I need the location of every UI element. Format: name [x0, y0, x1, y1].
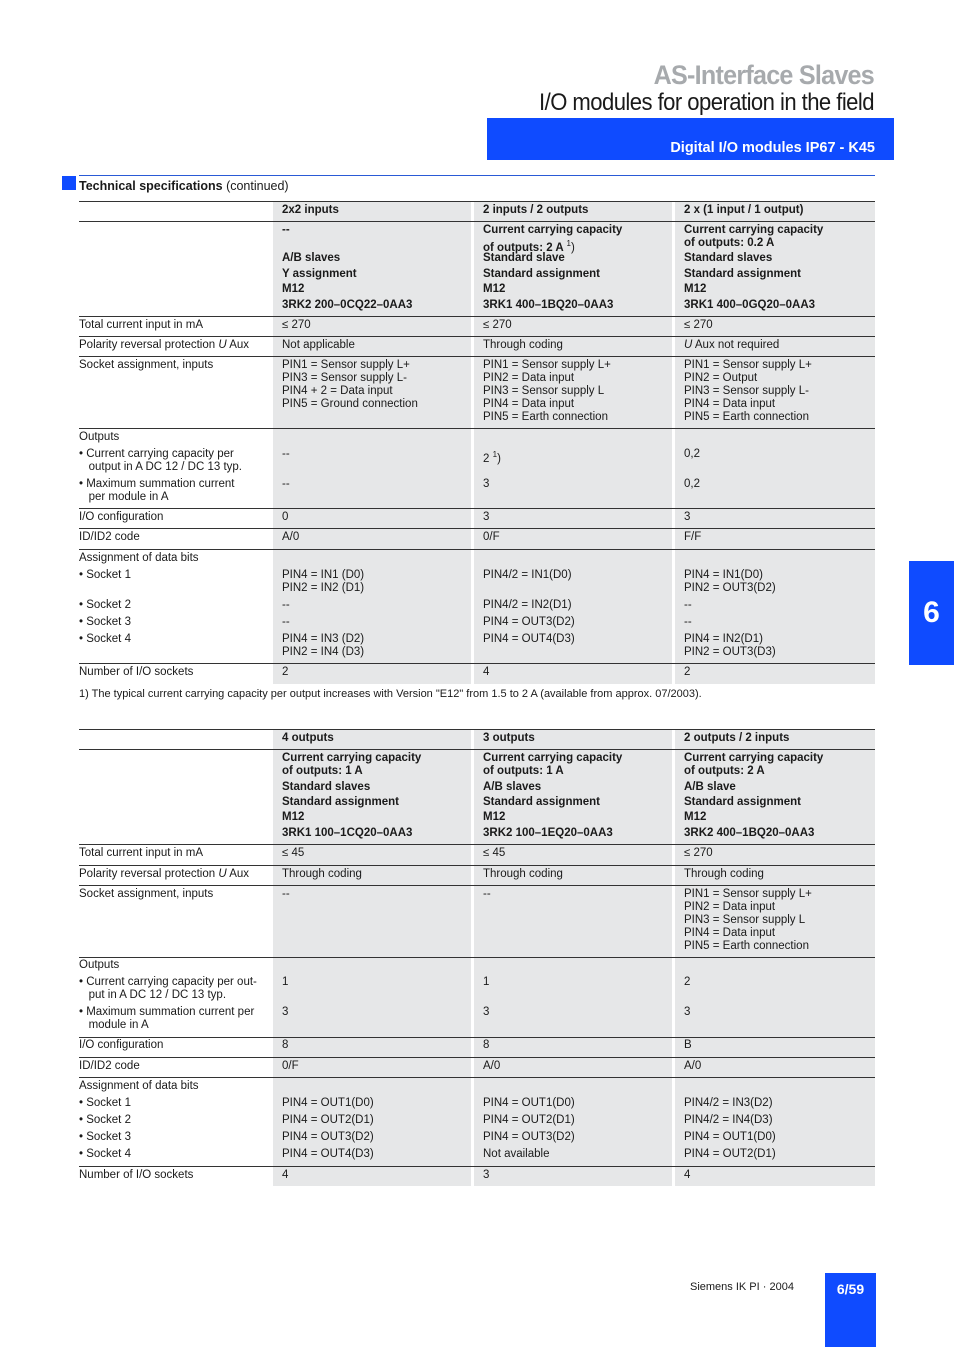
row-label: Total current input in mA: [79, 847, 204, 859]
table-rule: [79, 663, 875, 664]
cell-value: --: [684, 616, 692, 628]
order-number: 3RK1 100–1CQ20–0AA3: [282, 827, 413, 839]
cell-value: --: [282, 888, 290, 900]
table-rule: [79, 201, 875, 202]
product-description: Standard slave: [483, 252, 565, 264]
row-label-text: Aux: [226, 339, 250, 351]
row-label: I/O configuration: [79, 511, 164, 523]
table2-col2-header: 3 outputs: [483, 732, 535, 744]
cell-value: 3: [483, 1006, 490, 1018]
product-description: of outputs: 1 A: [282, 765, 363, 777]
cell-value: PIN4 = OUT4(D3): [282, 1148, 374, 1160]
cell-value: 2: [282, 666, 289, 678]
cell-value: ≤ 270: [684, 847, 713, 859]
row-label: • Socket 2: [79, 599, 131, 611]
publisher-line: Siemens IK PI · 2004: [690, 1281, 794, 1293]
product-description: A/B slaves: [282, 252, 341, 264]
table-rule: [79, 749, 875, 750]
cell-value: [684, 339, 779, 352]
order-number: 3RK2 400–1BQ20–0AA3: [684, 827, 815, 839]
table-rule: [79, 528, 875, 529]
cell-value: 0/F: [282, 1060, 299, 1072]
product-description: Standard assignment: [282, 796, 399, 808]
cell-value: PIN4 = OUT1(D0): [282, 1097, 374, 1109]
cell-value: PIN1 = Sensor supply L+ PIN3 = Sensor supply L- PIN4 + 2 = Data input PIN5 = Ground connection: [282, 359, 418, 410]
table-rule: [79, 1037, 875, 1038]
page-number: 6/59: [836, 1281, 865, 1297]
product-description: Standard assignment: [684, 268, 801, 280]
cell-value: PIN4 = IN2(D1) PIN2 = OUT3(D3): [684, 633, 776, 658]
row-label-text: Polarity reversal protection: [79, 339, 219, 351]
order-number: 3RK1 400–1BQ20–0AA3: [483, 299, 614, 311]
cell-value: --: [684, 599, 692, 611]
table-rule: [79, 428, 875, 429]
cell-value: PIN4 = OUT1(D0): [483, 1097, 575, 1109]
row-label: Socket assignment, inputs: [79, 888, 214, 900]
row-label: • Current carrying capacity per out- put in A DC 12 / DC 13 typ.: [79, 976, 257, 1001]
table-rule: [79, 336, 875, 337]
spec-heading: [79, 179, 289, 193]
cell-value-text: 2: [483, 452, 490, 465]
row-label-italic: U: [218, 339, 227, 351]
row-label: Outputs: [79, 959, 120, 971]
cell-value: 8: [483, 1039, 490, 1051]
footnote-ref: 1: [566, 239, 571, 248]
product-description: Current carrying capacity: [282, 752, 422, 764]
table-rule: [79, 508, 875, 509]
header-rule: [79, 175, 875, 176]
row-label: • Socket 1: [79, 569, 131, 581]
order-number: 3RK2 100–1EQ20–0AA3: [483, 827, 613, 839]
cell-value: --: [282, 478, 290, 490]
chapter-tab[interactable]: 6: [909, 561, 954, 665]
product-description: M12: [684, 811, 707, 823]
cell-value: PIN4 = OUT2(D1): [483, 1114, 575, 1126]
product-description: M12: [483, 283, 506, 295]
row-label: • Socket 3: [79, 1131, 131, 1143]
row-label: [79, 339, 249, 352]
table-rule: [79, 316, 875, 317]
cell-value: ≤ 270: [684, 319, 713, 331]
product-description: Y assignment: [282, 268, 357, 280]
product-description: A/B slave: [684, 781, 736, 793]
page-subtitle: I/O modules for operation in the field: [539, 89, 874, 116]
cell-value: 0,2: [684, 448, 700, 460]
row-label-text: Polarity reversal protection: [79, 868, 219, 880]
cell-value: ≤ 270: [282, 319, 311, 331]
row-label: Number of I/O sockets: [79, 666, 194, 678]
cell-value: PIN4 = OUT4(D3): [483, 633, 575, 645]
table-rule: [79, 1077, 875, 1078]
product-description: of outputs: 2 A: [684, 765, 765, 777]
row-label: • Current carrying capacity per output in A DC 12 / DC 13 typ.: [79, 448, 243, 473]
cell-value: PIN4 = OUT2(D1): [282, 1114, 374, 1126]
cell-value: 0,2: [684, 478, 700, 490]
row-label: [79, 868, 249, 881]
cell-value: PIN4 = IN3 (D2) PIN2 = IN4 (D3): [282, 633, 365, 658]
table-rule: [79, 549, 875, 550]
table1-col3-header: 2 x (1 input / 1 output): [684, 204, 804, 216]
product-description: Standard assignment: [483, 796, 600, 808]
cell-value: 3: [483, 478, 490, 490]
footnote: 1) The typical current carrying capacity per output increases with Version "E12" from 1.5 to 2 A (available from approx. 07/2003).: [79, 688, 702, 700]
cell-value: A/0: [684, 1060, 702, 1072]
cell-value: 3: [684, 511, 691, 523]
cell-value: Through coding: [483, 868, 563, 880]
product-description: M12: [282, 811, 305, 823]
capacity-text: of outputs: 2 A: [483, 241, 564, 254]
table-rule: [79, 844, 875, 845]
cell-value: PIN4/2 = IN4(D3): [684, 1114, 773, 1126]
cell-value: 4: [282, 1169, 289, 1181]
cell-value: 3: [483, 1169, 490, 1181]
cell-value: ≤ 45: [282, 847, 305, 859]
product-description: of outputs: 0.2 A: [684, 237, 775, 249]
section-marker-square: [62, 176, 76, 190]
product-description: Current carrying capacity: [483, 224, 623, 236]
cell-value: 1: [483, 976, 490, 988]
cell-value: ≤ 45: [483, 847, 506, 859]
row-label-italic: U: [218, 868, 227, 880]
cell-value: Through coding: [282, 868, 362, 880]
table-rule: [79, 957, 875, 958]
table2-col3-header: 2 outputs / 2 inputs: [684, 732, 790, 744]
cell-value: 4: [684, 1169, 691, 1181]
cell-value: 3: [483, 511, 490, 523]
cell-value: [483, 448, 501, 466]
cell-value: PIN4 = OUT1(D0): [684, 1131, 776, 1143]
cell-value: Not applicable: [282, 339, 355, 351]
table-rule: [79, 729, 875, 730]
cell-value: 4: [483, 666, 490, 678]
row-label: Number of I/O sockets: [79, 1169, 194, 1181]
row-label: ID/ID2 code: [79, 531, 140, 543]
cell-value: Through coding: [684, 868, 764, 880]
order-number: 3RK2 200–0CQ22–0AA3: [282, 299, 413, 311]
cell-value: --: [282, 616, 290, 628]
cell-value: --: [282, 448, 290, 460]
cell-value: 0: [282, 511, 289, 523]
cell-value: Through coding: [483, 339, 563, 351]
cell-value: PIN4 = IN1(D0) PIN2 = OUT3(D2): [684, 569, 776, 594]
row-label: ID/ID2 code: [79, 1060, 140, 1072]
cell-value: PIN4/2 = IN2(D1): [483, 599, 572, 611]
cell-value: 1: [282, 976, 289, 988]
row-label: • Socket 1: [79, 1097, 131, 1109]
cell-value: PIN4 = OUT3(D2): [483, 1131, 575, 1143]
table-rule: [79, 221, 875, 222]
row-label: Assignment of data bits: [79, 1080, 199, 1092]
cell-value: PIN1 = Sensor supply L+ PIN2 = Data input PIN3 = Sensor supply L PIN4 = Data input PIN5 = Earth connection: [483, 359, 611, 423]
row-label: • Socket 2: [79, 1114, 131, 1126]
product-description: Current carrying capacity: [684, 752, 824, 764]
row-label: Assignment of data bits: [79, 552, 199, 564]
cell-value: PIN4/2 = IN1(D0): [483, 569, 572, 581]
cell-value: --: [483, 888, 491, 900]
product-description: Standard slaves: [282, 781, 371, 793]
row-label: Outputs: [79, 431, 120, 443]
cell-value: --: [282, 599, 290, 611]
row-label: • Socket 4: [79, 1148, 131, 1160]
section-label: Digital I/O modules IP67 - K45: [670, 140, 875, 156]
cell-value: 2: [684, 666, 691, 678]
product-description: Standard assignment: [483, 268, 600, 280]
product-description: A/B slaves: [483, 781, 542, 793]
table-rule: [79, 865, 875, 866]
cell-value: 8: [282, 1039, 289, 1051]
row-label: Socket assignment, inputs: [79, 359, 214, 371]
table-rule: [79, 1057, 875, 1058]
table-rule: [79, 1166, 875, 1167]
cell-value: PIN4 = IN1 (D0) PIN2 = IN2 (D1): [282, 569, 365, 594]
row-label: Total current input in mA: [79, 319, 204, 331]
cell-value: PIN4 = OUT3(D2): [483, 616, 575, 628]
cell-value: Not available: [483, 1148, 550, 1160]
cell-value: A/0: [483, 1060, 501, 1072]
table1-col1-header: 2x2 inputs: [282, 204, 339, 216]
product-description: Current carrying capacity: [483, 752, 623, 764]
table-rule: [79, 356, 875, 357]
table2-col1-header: 4 outputs: [282, 732, 334, 744]
cell-value: A/0: [282, 531, 300, 543]
product-description: Standard slaves: [684, 252, 773, 264]
cell-value: 2: [684, 976, 691, 988]
table1-col2-header: 2 inputs / 2 outputs: [483, 204, 589, 216]
order-number: 3RK1 400–0GQ20–0AA3: [684, 299, 816, 311]
row-label: • Socket 3: [79, 616, 131, 628]
product-description: of outputs: 1 A: [483, 765, 564, 777]
footnote-ref-paren: ): [570, 241, 575, 254]
cell-value: PIN1 = Sensor supply L+ PIN2 = Output PIN3 = Sensor supply L- PIN4 = Data input PIN5 = Earth connection: [684, 359, 812, 423]
cell-value: ≤ 270: [483, 319, 512, 331]
cell-value: 3: [282, 1006, 289, 1018]
cell-value-italic: U: [684, 339, 693, 351]
product-description: Current carrying capacity: [684, 224, 824, 236]
cell-value: B: [684, 1039, 692, 1051]
cell-value-text: Aux not required: [692, 339, 780, 351]
spec-heading-bold: Technical specifications: [79, 179, 223, 193]
row-label: I/O configuration: [79, 1039, 164, 1051]
footnote-ref: 1: [492, 450, 498, 459]
cell-value: PIN4/2 = IN3(D2): [684, 1097, 773, 1109]
cell-value: F/F: [684, 531, 702, 543]
cell-value: 0/F: [483, 531, 500, 543]
row-label-text: Aux: [226, 868, 250, 880]
row-label: • Socket 4: [79, 633, 131, 645]
table-rule: [79, 885, 875, 886]
product-description: M12: [684, 283, 707, 295]
product-description: M12: [483, 811, 506, 823]
row-label: • Maximum summation current per module in A: [79, 1006, 255, 1031]
spec-heading-continued: (continued): [226, 179, 289, 193]
footnote-ref-paren: ): [497, 452, 501, 465]
row-label: • Maximum summation current per module in A: [79, 478, 235, 503]
product-description: Standard assignment: [684, 796, 801, 808]
cell-value: PIN1 = Sensor supply L+ PIN2 = Data input PIN3 = Sensor supply L PIN4 = Data input PIN5 = Earth connection: [684, 888, 812, 952]
cell-value: PIN4 = OUT3(D2): [282, 1131, 374, 1143]
product-description: M12: [282, 283, 305, 295]
cell-value: PIN4 = OUT2(D1): [684, 1148, 776, 1160]
product-description: --: [282, 224, 290, 236]
page-title: AS-Interface Slaves: [653, 60, 874, 90]
cell-value: 3: [684, 1006, 691, 1018]
